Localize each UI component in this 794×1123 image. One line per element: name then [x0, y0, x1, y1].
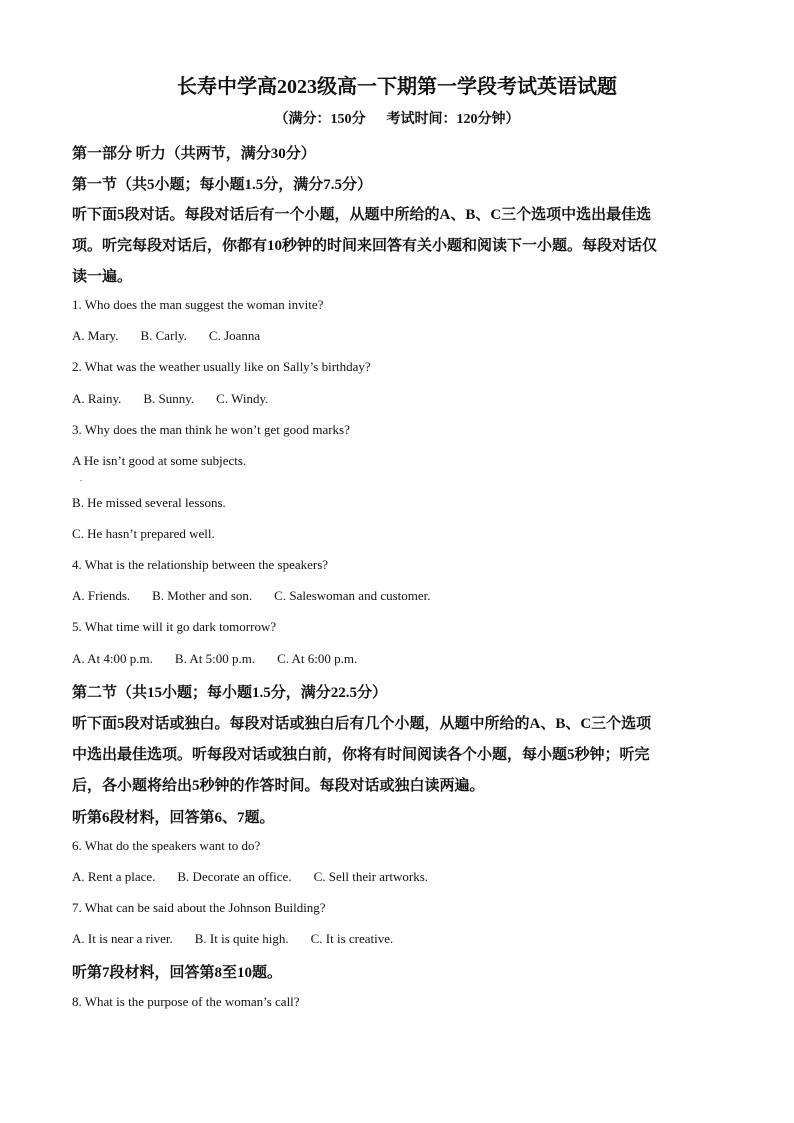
option-c: C. At 6:00 p.m. — [277, 651, 358, 666]
option-b: B. Decorate an office. — [177, 869, 292, 884]
part-one-heading: 第一部分 听力（共两节，满分30分） — [72, 146, 316, 162]
question-7: 7. What can be said about the Johnson Building? — [72, 900, 326, 915]
stray-dot: . — [80, 474, 82, 483]
option-a: A. It is near a river. — [72, 931, 173, 946]
section-one-instruction-line: 听下面5段对话。每段对话后有一个小题，从题中所给的A、B、C三个选项中选出最佳选 — [72, 207, 652, 223]
section-one-heading: 第一节（共5小题；每小题1.5分，满分7.5分） — [72, 177, 373, 193]
section-two-heading: 第二节（共15小题；每小题1.5分，满分22.5分） — [72, 685, 388, 701]
option-b: B. Sunny. — [143, 391, 195, 406]
option-c: C. Saleswoman and customer. — [274, 588, 431, 603]
question-7-options — [72, 931, 393, 947]
material-7-heading: 听第7段材料，回答第8至10题。 — [72, 965, 283, 981]
option-b: B. It is quite high. — [194, 931, 289, 946]
question-5: 5. What time will it go dark tomorrow? — [72, 619, 277, 634]
question-6-options — [72, 869, 428, 885]
question-5-options — [72, 651, 357, 667]
section-one-instruction-line: 读一遍。 — [72, 269, 133, 285]
option-c: C. It is creative. — [310, 931, 394, 946]
material-6-heading: 听第6段材料，回答第6、7题。 — [72, 810, 275, 826]
option-c: C. Joanna — [208, 328, 261, 343]
option-c: C. Sell their artworks. — [313, 869, 429, 884]
question-6: 6. What do the speakers want to do? — [72, 838, 261, 853]
section-two-instruction-line: 听下面5段对话或独白。每段对话或独白后有几个小题，从题中所给的A、B、C三个选项 — [72, 716, 652, 732]
option-b: B. Mother and son. — [152, 588, 253, 603]
question-2: 2. What was the weather usually like on Sally’s birthday? — [72, 359, 371, 374]
question-3: 3. Why does the man think he won’t get good marks? — [72, 422, 350, 437]
question-1: 1. Who does the man suggest the woman invite? — [72, 297, 324, 312]
option-c: C. Windy. — [216, 391, 269, 406]
section-two-instruction-line: 中选出最佳选项。听每段对话或独白前，你将有时间阅读各个小题，每小题5秒钟；听完 — [72, 747, 650, 763]
option-a: A. Mary. — [72, 328, 119, 343]
question-3-option-b: B. He missed several lessons. — [72, 495, 226, 510]
question-8: 8. What is the purpose of the woman’s call? — [72, 994, 300, 1009]
question-1-options — [72, 328, 260, 344]
option-a: A. Rainy. — [72, 391, 122, 406]
question-3-option-a: A He isn’t good at some subjects. — [72, 453, 247, 468]
question-3-option-c: C. He hasn’t prepared well. — [72, 526, 215, 541]
option-a: A. Friends. — [72, 588, 131, 603]
option-b: B. At 5:00 p.m. — [174, 651, 256, 666]
section-one-instruction-line: 项。听完每段对话后，你都有10秒钟的时间来回答有关小题和阅读下一小题。每段对话仅 — [72, 238, 658, 254]
exam-subtitle: （满分：150分 考试时间：120分钟） — [274, 112, 520, 127]
question-4: 4. What is the relationship between the speakers? — [72, 557, 329, 572]
option-a: A. Rent a place. — [72, 869, 156, 884]
option-b: B. Carly. — [140, 328, 187, 343]
exam-title: 长寿中学高2023级高一下期第一学段考试英语试题 — [177, 76, 617, 98]
section-two-instruction-line: 后，各小题将给出5秒钟的作答时间。每段对话或独白读两遍。 — [72, 778, 485, 794]
option-a: A. At 4:00 p.m. — [72, 651, 153, 666]
question-2-options — [72, 391, 268, 407]
question-4-options — [72, 588, 431, 604]
